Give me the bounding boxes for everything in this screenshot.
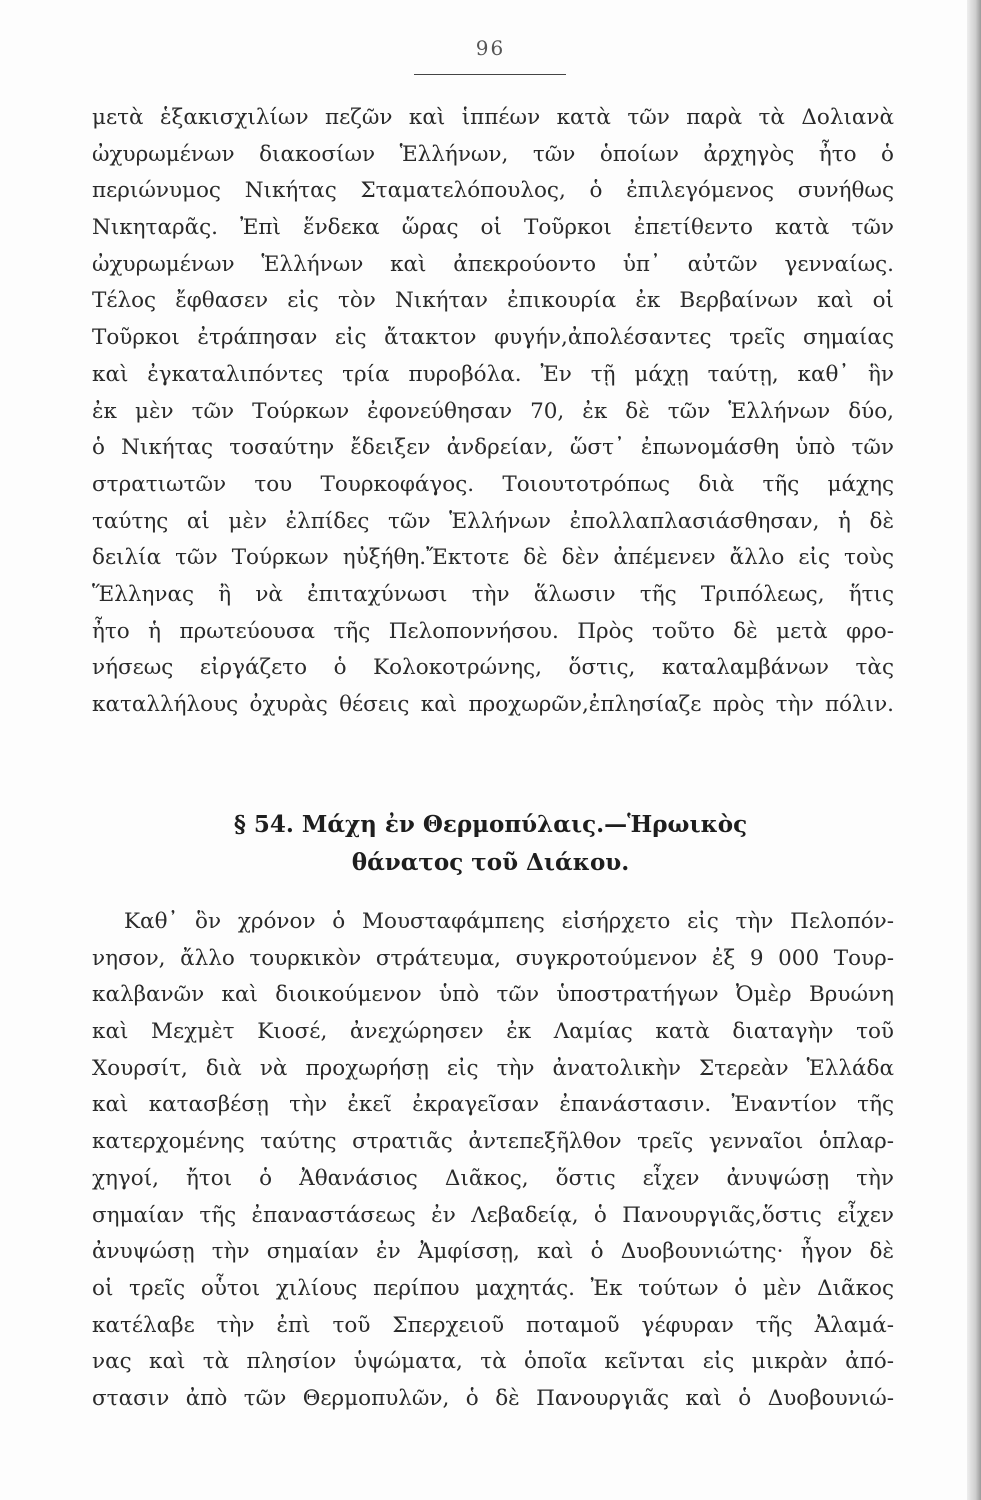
text-line: καταλλήλους ὀχυρὰς θέσεις καὶ προχωρῶν,ἐπλησίαζε πρὸς τὴν πόλιν.	[92, 692, 894, 717]
header-rule	[414, 74, 566, 75]
text-line: νήσεως εἰργάζετο ὁ Κολοκοτρώνης, ὅστις, καταλαμβάνων τὰς	[92, 655, 894, 681]
text-line: σημαίαν τῆς ἐπαναστάσεως ἐν Λεβαδείᾳ, ὁ Πανουργιᾶς,ὅστις εἶχεν	[92, 1202, 894, 1228]
text-line: ὠχυρωμένων Ἑλλήνων καὶ ἀπεκρούοντο ὑπ᾽ αὐτῶν γενναίως.	[92, 251, 894, 277]
text-line: μετὰ ἑξακισχιλίων πεζῶν καὶ ἱππέων κατὰ τῶν παρὰ τὰ Δολιανὰ	[92, 105, 894, 130]
text-line: περιώνυμος Νικήτας Σταματελόπουλος, ὁ ἐπιλεγόμενος συνήθως	[92, 178, 894, 204]
text-line: ἐκ μὲν τῶν Τούρκων ἐφονεύθησαν 70, ἐκ δὲ τῶν Ἑλλήνων δύο,	[92, 398, 894, 424]
text-line: ὠχυρωμένων διακοσίων Ἑλλήνων, τῶν ὁποίων ἀρχηγὸς ἦτο ὁ	[92, 141, 894, 167]
text-line: ἀνυψώσῃ τὴν σημαίαν ἐν Ἀμφίσσῃ, καὶ ὁ Δυοβουνιώτης· ἦγον δὲ	[92, 1239, 894, 1265]
text-line: Ἕλληνας ἢ νὰ ἐπιταχύνωσι τὴν ἅλωσιν τῆς Τριπόλεως, ἥτις	[92, 581, 894, 607]
section-heading-line-1: § 54. Μάχη ἐν Θερμοπύλαις.—Ἡρωικὸς	[233, 811, 748, 838]
text-line: Νικηταρᾶς. Ἐπὶ ἕνδεκα ὥρας οἱ Τοῦρκοι ἐπετίθεντο κατὰ τῶν	[92, 215, 894, 241]
page-number: 96	[475, 36, 506, 60]
paragraph-top	[92, 100, 894, 724]
section-heading	[0, 806, 981, 882]
book-spine-shadow	[967, 0, 981, 1500]
section-heading-line-2: θάνατος τοῦ Διάκου.	[351, 849, 630, 876]
text-line: καλβανῶν καὶ διοικούμενον ὑπὸ τῶν ὑποστρατήγων Ὀμὲρ Βρυώνη	[92, 982, 894, 1008]
text-line: ταύτης αἱ μὲν ἐλπίδες τῶν Ἑλλήνων ἐπολλαπλασιάσθησαν, ἡ δὲ	[92, 508, 894, 534]
text-line: δειλία τῶν Τούρκων ηὐξήθη.Ἔκτοτε δὲ δὲν ἀπέμενεν ἄλλο εἰς τοὺς	[92, 545, 894, 571]
text-line: καὶ Μεχμὲτ Κιοσέ, ἀνεχώρησεν ἐκ Λαμίας κατὰ διαταγὴν τοῦ	[92, 1019, 894, 1045]
text-line: καὶ ἐγκαταλιπόντες τρία πυροβόλα. Ἐν τῇ μάχῃ ταύτῃ, καθ᾽ ἣν	[92, 361, 894, 387]
text-line: χηγοί, ἤτοι ὁ Ἀθανάσιος Διᾶκος, ὅστις εἶχεν ἀνυψώσῃ τὴν	[92, 1165, 894, 1191]
text-line: στρατιωτῶν του Τουρκοφάγος. Τοιουτοτρόπως διὰ τῆς μάχης	[92, 471, 894, 497]
text-line: ἦτο ἡ πρωτεύουσα τῆς Πελοποννήσου. Πρὸς τοῦτο δὲ μετὰ φρο-	[92, 618, 894, 644]
text-line: νησον, ἄλλο τουρκικὸν στράτευμα, συγκροτούμενον ἐξ 9 000 Τουρ-	[92, 945, 894, 971]
text-line: Τοῦρκοι ἐτράπησαν εἰς ἄτακτον φυγήν,ἀπολέσαντες τρεῖς σημαίας	[92, 325, 894, 351]
text-line: νας καὶ τὰ πλησίον ὑψώματα, τὰ ὁποῖα κεῖνται εἰς μικρὰν ἀπό-	[92, 1349, 894, 1375]
text-line: οἱ τρεῖς οὗτοι χιλίους περίπου μαχητάς. Ἐκ τούτων ὁ μὲν Διᾶκος	[92, 1275, 894, 1301]
text-line: ὁ Νικήτας τοσαύτην ἔδειξεν ἀνδρείαν, ὥστ᾽ ἐπωνομάσθη ὑπὸ τῶν	[92, 435, 894, 461]
text-line: Χουρσίτ, διὰ νὰ προχωρήσῃ εἰς τὴν ἀνατολικὴν Στερεὰν Ἑλλάδα	[92, 1055, 894, 1081]
text-line: κατερχομένης ταύτης στρατιᾶς ἀντεπεξῆλθον τρεῖς γενναῖοι ὁπλαρ-	[92, 1129, 894, 1155]
text-line: στασιν ἀπὸ τῶν Θερμοπυλῶν, ὁ δὲ Πανουργιᾶς καὶ ὁ Δυοβουνιώ-	[92, 1385, 894, 1411]
text-line: Τέλος ἔφθασεν εἰς τὸν Νικήταν ἐπικουρία ἐκ Βερβαίνων καὶ οἱ	[92, 288, 894, 314]
text-line: κατέλαβε τὴν ἐπὶ τοῦ Σπερχειοῦ ποταμοῦ γέφυραν τῆς Ἀλαμά-	[92, 1312, 894, 1338]
paragraph-bottom	[92, 904, 894, 1418]
text-line: καὶ κατασβέσῃ τὴν ἐκεῖ ἐκραγεῖσαν ἐπανάστασιν. Ἐναντίον τῆς	[92, 1092, 894, 1118]
text-line: Καθ᾽ ὃν χρόνον ὁ Μουσταφάμπεης εἰσήρχετο εἰς τὴν Πελοπόν-	[124, 909, 894, 934]
